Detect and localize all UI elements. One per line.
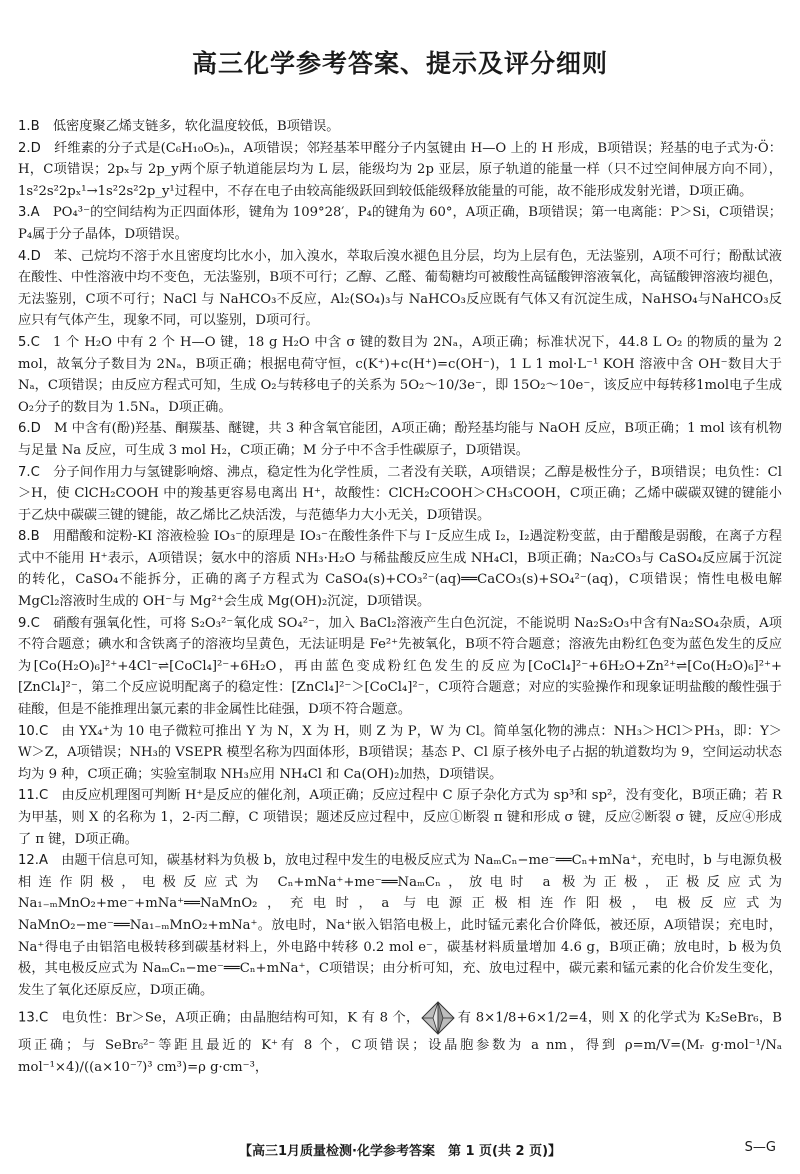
octahedron-icon (421, 1001, 455, 1035)
answer-item (18, 721, 782, 786)
item-number: 8. (18, 529, 31, 545)
answer-item (18, 202, 782, 245)
item-explanation: 由反应机理图可判断 H⁺是反应的催化剂，A项正确；反应过程中 C 原子杂化方式为 sp³和 sp²，没有变化，B项正确；若 R 为甲基，则 X 的名称为 1，2-丙二醇，C 项错误；题述反应过程中，反应①断裂 π 键和形成 σ 键，反应②断裂 σ 键，反应④形成了 π 键，D项正确。 (18, 788, 782, 847)
item-explanation: M 中含有(酚)羟基、酮羰基、醚键，共 3 种含氧官能团，A项正确；酚羟基均能与 NaOH 反应，B项正确；1 mol 该有机物与足量 Na 反应，可生成 3 mol H₂，C项正确；M 分子中不含手性碳原子，D项错误。 (18, 421, 782, 458)
item-explanation: 硝酸有强氧化性，可将 S₂O₃²⁻氧化成 SO₄²⁻，加入 BaCl₂溶液产生白色沉淀，不能说明 Na₂S₂O₃中含有Na₂SO₄杂质，A项不符合题意；碘水和含铁离子的溶液均呈黄色，无法证明是 Fe²⁺先被氧化，B项不符合题意；溶液先由粉红色变为蓝色发生的反应为[Co(H₂O)₆]²⁺+4Cl⁻⇌[CoCl₄]²⁻+6H₂O，再由蓝色变成粉红色发生的反应为[CoCl₄]²⁻+6H₂O+Zn²⁺⇌[Co(H₂O)₆]²⁺+[ZnCl₄]²⁻，第二个反应说明配离子的稳定性：[ZnCl₄]²⁻＞[CoCl₄]²⁻，C项符合题意；对应的实验操作和现象证明盐酸的酸性强于硅酸，但是不能推理出氯元素的非金属性比硅强，D项不符合题意。 (18, 615, 782, 718)
answer-item (18, 526, 782, 612)
item-explanation: PO₄³⁻的空间结构为正四面体形，键角为 109°28′，P₄的键角为 60°，A项正确，B项错误；第一电离能：P＞Si，C项错误；P₄属于分子晶体，D项错误。 (18, 205, 782, 242)
item-answer: C (38, 1010, 49, 1026)
item-explanation: 苯、己烷均不溶于水且密度均比水小，加入溴水，萃取后溴水褪色且分层，均为上层有色，无法鉴别，A项不可行；酚酞试液在酸性、中性溶液中均不变色，无法鉴别，B项不可行；乙醇、乙醛、葡萄糖均可被酸性高锰酸钾溶液氧化，高锰酸钾溶液均褪色，无法鉴别，C项不可行；NaCl 与 NaHCO₃不反应，Al₂(SO₄)₃与 NaHCO₃反应既有气体又有沉淀生成，NaHSO₄与NaHCO₃反应只有气体产生，现象不同，可以鉴别，D项可行。 (18, 248, 782, 329)
item-explanation: 纤维素的分子式是(C₆H₁₀O₅)ₙ，A项错误；邻羟基苯甲醛分子内氢键由 H—O 上的 H 形成，B项错误；羟基的电子式为·Ö：H，C项错误；2pₓ与 2p_y两个原子轨道能层均为 L 层，能级均为 2p 亚层，原子轨道的能量一样（只不过空间伸展方向不同），1s²2s²2pₓ¹→1s²2s²2p_y¹过程中，不存在电子由较高能级跃回到较低能级释放能量的可能，故不能形成发射光谱，D项正确。 (18, 140, 782, 199)
answer-item (18, 462, 782, 527)
answer-item (18, 785, 782, 850)
item-number: 13. (18, 1010, 39, 1026)
item-number: 9. (18, 615, 31, 631)
item-explanation: 分子间作用力与氢键影响熔、沸点，稳定性为化学性质，二者没有关联，A项错误；乙醇是极性分子，B项错误；电负性：Cl＞H，使 ClCH₂COOH 中的羧基更容易电离出 H⁺，故酸性：ClCH₂COOH＞CH₃COOH，C项正确；乙烯中碳碳双键的键能小于乙炔中碳碳三键的键能，故乙烯比乙炔活泼，与范德华力大小无关，D项错误。 (18, 464, 782, 523)
answer-item (18, 138, 782, 203)
item-answer: C (38, 788, 49, 804)
item-answer: B (30, 119, 40, 134)
item-number: 12. (18, 853, 39, 869)
item-number: 1. (18, 119, 31, 134)
page-footer (0, 1140, 800, 1164)
item-answer: D (30, 140, 41, 156)
item-explanation: 电负性：Br＞Se，A项正确；由晶胞结构可知，K 有 8 个， (61, 1010, 420, 1026)
item-answer: A (38, 853, 49, 869)
item-explanation: 由 YX₄⁺为 10 电子微粒可推出 Y 为 N，X 为 H，则 Z 为 P，W 为 Cl。简单氢化物的沸点：NH₃＞HCl＞PH₃，即：Y＞W＞Z，A项错误；NH₃的 VSEPR 模型名称为四面体形，B项错误；基态 P、Cl 原子核外电子占据的轨道数均为 9，空间运动状态均为 9 种，C项正确；实验室制取 NH₃应用 NH₄Cl 和 Ca(OH)₂加热，D项错误。 (18, 723, 782, 782)
answer-item (18, 418, 782, 461)
answer-item (18, 116, 782, 138)
item-number: 11. (18, 788, 39, 804)
item-number: 6. (18, 421, 31, 437)
page-title: 高三化学参考答案、提示及评分细则 (191, 49, 608, 78)
item-number: 7. (18, 464, 31, 480)
item-number: 4. (18, 248, 31, 264)
item-number: 2. (18, 140, 31, 156)
answer-item (18, 246, 782, 332)
footer-page-info: 【高三1月质量检测·化学参考答案 第 1 页(共 2 页)】 (238, 1144, 562, 1159)
item-answer: D (30, 421, 41, 437)
item-explanation: 低密度聚乙烯支链多，软化温度较低，B项错误。 (52, 119, 340, 134)
answer-item (18, 332, 782, 418)
item-answer: C (30, 464, 40, 480)
item-answer: A (30, 205, 40, 221)
item-answer: C (30, 334, 40, 350)
item-number: 3. (18, 205, 31, 221)
item-answer: D (30, 248, 41, 264)
item-explanation: 1 个 H₂O 中有 2 个 H—O 键，18 g H₂O 中含 σ 键的数目为 2Nₐ，A项正确；标准状况下，44.8 L O₂ 的物质的量为 2 mol，故氧分子数目为 2Nₐ，B项正确；根据电荷守恒，c(K⁺)+c(H⁺)=c(OH⁻)，1 L 1 mol·L⁻¹ KOH 溶液中含 OH⁻数目大于 Nₐ，C项错误；由反应方程式可知，生成 O₂与转移电子的关系为 5O₂～10/3e⁻，即 15O₂～10e⁻，该反应中每转移1mol电子生成 O₂分子的数目为 1.5Nₐ，D项正确。 (18, 334, 782, 415)
answer-item (18, 850, 782, 1001)
footer-code: S—G (744, 1140, 776, 1155)
item-explanation: 由题干信息可知，碳基材料为负极 b，放电过程中发生的电极反应式为 NaₘCₙ−me⁻══Cₙ+mNa⁺，充电时，b 与电源负极相连作阴极，电极反应式为 Cₙ+mNa⁺+me⁻══NaₘCₙ，放电时 a 极为正极，正极反应式为 Na₁₋ₘMnO₂+me⁻+mNa⁺══NaMnO₂，充电时，a 与电源正极相连作阳极，电极反应式为 NaMnO₂−me⁻══Na₁₋ₘMnO₂+mNa⁺。放电时，Na⁺嵌入铝箔电极上，此时锰元素化合价降低，被还原，A项错误；充电时，Na⁺得电子由铝箔电极转移到碳基材料上，外电路中转移 0.2 mol e⁻，碳基材料质量增加 4.6 g，B项正确；放电时，b 极为负极，其电极反应式为 NaₘCₙ−me⁻══Cₙ+mNa⁺，C项错误；由分析可知，充、放电过程中，碳元素和锰元素的化合价发生变化，发生了氧化还原反应，D项正确。 (18, 853, 782, 998)
item-number: 10. (18, 723, 39, 739)
item-explanation: 有 8×1/8+6×1/2=4，则 X 的化学式为 K₂SeBr₆，B项正确；与 SeBr₆²⁻等距且最近的 K⁺有 8 个，C项错误；设晶胞参数为 a nm，得到 ρ=m/V=(Mᵣ g·mol⁻¹/Nₐ mol⁻¹×4)/((a×10⁻⁷)³ cm³)=ρ g·cm⁻³， (18, 1010, 782, 1075)
answer-item (18, 1001, 782, 1078)
item-answer: C (38, 723, 49, 739)
answer-item (18, 613, 782, 721)
item-answer: B (30, 529, 40, 545)
item-number: 5. (18, 334, 31, 350)
item-explanation: 用醋酸和淀粉-KI 溶液检验 IO₃⁻的原理是 IO₃⁻在酸性条件下与 I⁻反应生成 I₂，I₂遇淀粉变蓝，由于醋酸是弱酸，在离子方程式中不能用 H⁺表示，A项错误；氨水中的溶质 NH₃·H₂O 与稀盐酸反应生成 NH₄Cl，B项正确；Na₂CO₃与 CaSO₄反应属于沉淀的转化，CaSO₄不能拆分，正确的离子方程式为 CaSO₄(s)+CO₃²⁻(aq)══CaCO₃(s)+SO₄²⁻(aq)，C项错误；惰性电极电解 MgCl₂溶液时生成的 OH⁻与 Mg²⁺会生成 Mg(OH)₂沉淀，D项错误。 (18, 529, 782, 610)
answer-list (18, 116, 782, 1079)
item-answer: C (30, 615, 40, 631)
